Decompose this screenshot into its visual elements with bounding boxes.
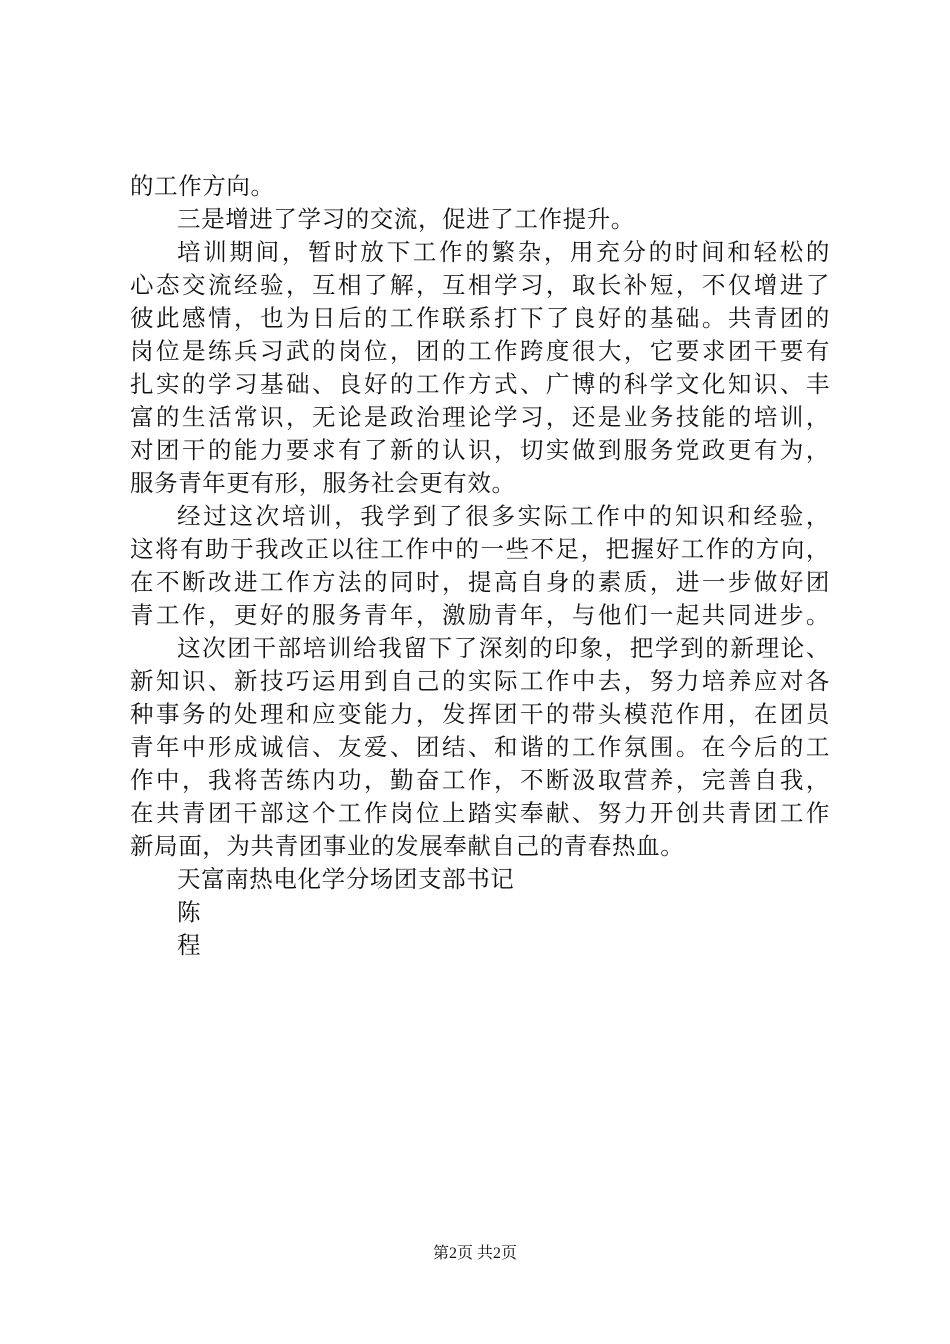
text-line: 青年中形成诚信、友爱、团结、和谐的工作氛围。在今后的工 (130, 733, 830, 761)
text-line: 种事务的处理和应变能力，发挥团干的带头模范作用，在团员 (130, 700, 830, 728)
document-body (130, 170, 830, 962)
paragraph-first-line: 经过这次培训，我学到了很多实际工作中的知识和经验， (177, 502, 830, 530)
text-line: 新知识、新技巧运用到自己的实际工作中去，努力培养应对各 (130, 667, 830, 695)
signature-name-char: 程 (177, 931, 202, 959)
text-line: 岗位是练兵习武的岗位，团的工作跨度很大，它要求团干要有 (130, 337, 830, 365)
text-line: 的工作方向。 (130, 172, 275, 200)
paragraph-first-line: 这次团干部培训给我留下了深刻的印象，把学到的新理论、 (177, 634, 830, 662)
text-line: 对团干的能力要求有了新的认识，切实做到服务党政更有为， (130, 436, 830, 464)
text-line: 这将有助于我改正以往工作中的一些不足，把握好工作的方向， (130, 535, 830, 563)
text-line: 服务青年更有形，服务社会更有效。 (130, 469, 516, 497)
signature-name-char: 陈 (177, 898, 202, 926)
paragraph-first-line: 三是增进了学习的交流，促进了工作提升。 (177, 205, 635, 233)
text-line: 彼此感情，也为日后的工作联系打下了良好的基础。共青团的 (130, 304, 830, 332)
page-footer: 第2页 共2页 (432, 1245, 517, 1262)
text-line: 扎实的学习基础、良好的工作方式、广博的科学文化知识、丰 (130, 370, 830, 398)
text-line: 作中，我将苦练内功，勤奋工作，不断汲取营养，完善自我， (130, 766, 830, 794)
text-line: 在不断改进工作方法的同时，提高自身的素质，进一步做好团 (130, 568, 830, 596)
text-line: 在共青团干部这个工作岗位上踏实奉献、努力开创共青团工作 (130, 799, 830, 827)
paragraph-first-line: 培训期间，暂时放下工作的繁杂，用充分的时间和轻松的 (177, 238, 830, 266)
text-line: 心态交流经验，互相了解，互相学习，取长补短，不仅增进了 (130, 271, 830, 299)
text-line: 青工作，更好的服务青年，激励青年，与他们一起共同进步。 (130, 601, 830, 629)
text-line: 富的生活常识，无论是政治理论学习，还是业务技能的培训， (130, 403, 830, 431)
signature-organization: 天富南热电化学分场团支部书记 (177, 865, 515, 893)
text-line: 新局面，为共青团事业的发展奉献自己的青春热血。 (130, 832, 685, 860)
